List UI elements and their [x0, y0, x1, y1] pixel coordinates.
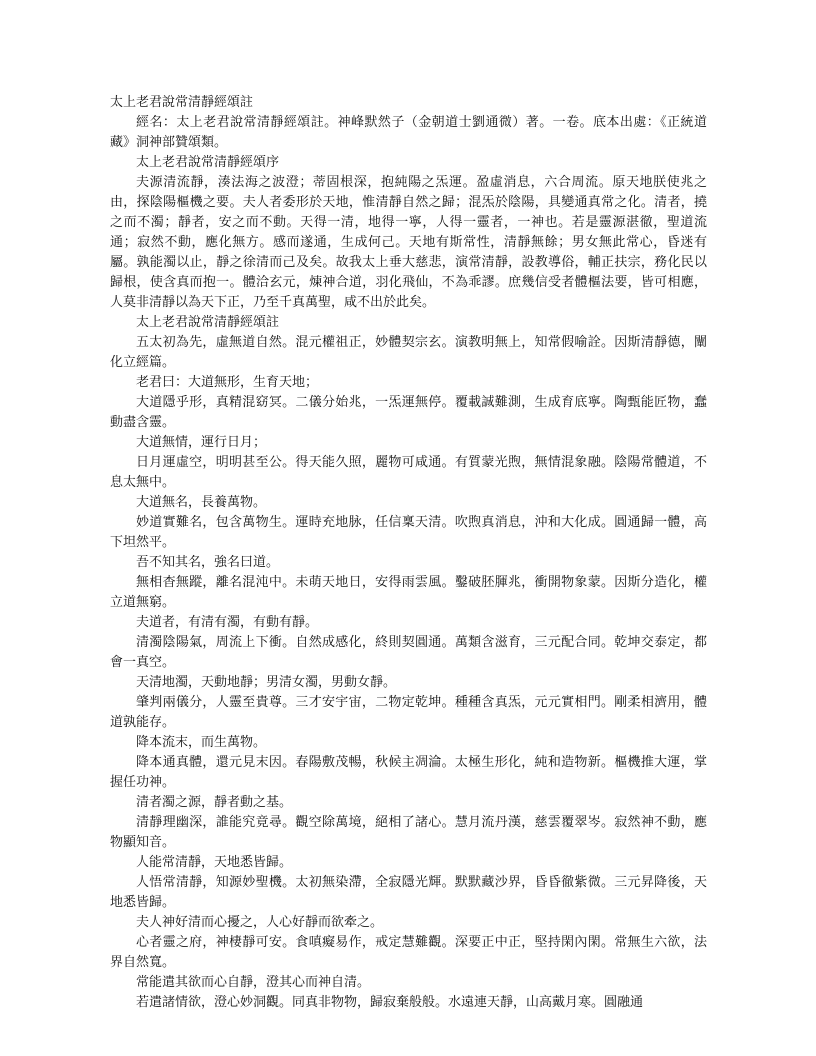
verse-11: 心者靈之府，神棲靜可安。食嗔癡易作，戒定慧難觀。深要正中正，堅持閑內閑。常無生六欲，法界自然寬。	[110, 935, 707, 970]
document-text-body	[110, 93, 707, 1013]
sutra-03: 大道無名，長養萬物。	[136, 495, 267, 510]
verse-12: 若遣諸情欲，澄心妙洞觀。同真非物物，歸寂棄般般。水遠連天靜，山高戴月寒。圓融通	[136, 995, 644, 1010]
verse-07: 肇判兩儀分，人靈至貴尊。三才安宇宙，二物定乾坤。種種含真炁，元元實相門。剛柔相濟用，體道孰能存。	[110, 695, 707, 730]
sutra-11: 常能遣其欲而心自靜，澄其心而神自清。	[136, 975, 371, 990]
sutra-01: 老君曰：大道無形，生育天地；	[136, 375, 319, 390]
verse-02: 大道隱乎形，真精混窈冥。二儀分始兆，一炁運無停。覆載誠難測，生成育底寧。陶甄能匠物，蠢動盡含靈。	[110, 395, 707, 430]
verse-08: 降本通真體，還元見末因。春陽敷茂暢，秋候主凋淪。太極生形化，純和造物新。樞機推大運，掌握任功神。	[110, 755, 707, 790]
sutra-08: 清者濁之源，靜者動之基。	[136, 795, 293, 810]
verse-01: 五太初為先，虛無道自然。混元權祖正，妙體契宗玄。演教明無上，知常假喻詮。因斯清靜德，闡化立經篇。	[110, 335, 707, 370]
sutra-09: 人能常清靜，天地悉皆歸。	[136, 855, 293, 870]
sutra-07: 降本流末，而生萬物。	[136, 735, 267, 750]
sutra-04: 吾不知其名，強名曰道。	[136, 555, 280, 570]
verse-06: 清濁陰陽氣，周流上下衝。自然成感化，終則契圓通。萬類含滋育，三元配合同。乾坤交泰定，都會一真空。	[110, 635, 707, 670]
sutra-10: 夫人神好清而心擾之，人心好靜而欲牽之。	[136, 915, 384, 930]
sutra-05: 夫道者，有清有濁，有動有靜。	[136, 615, 319, 630]
verse-05: 無相杳無蹤，離名混沌中。未萌天地日，安得雨雲風。鑿破胚腪兆，衝開物象蒙。因斯分造化，權立道無窮。	[110, 575, 707, 610]
verse-03: 日月運虛空，明明甚至公。得天能久照，麗物可咸通。有質蒙光煦，無情混象融。陰陽常體道，不息太無中。	[110, 455, 707, 490]
verse-09: 清靜理幽深，誰能究竟尋。觀空除萬境，絕相了諸心。慧月流丹漢，慈雲覆翠岑。寂然神不動，應物顯知音。	[110, 815, 707, 850]
preface-heading: 太上老君說常清靜經頌序	[136, 155, 280, 170]
sutra-02: 大道無情，運行日月；	[136, 435, 267, 450]
main-heading: 太上老君說常清靜經頌註	[136, 315, 280, 330]
verse-04: 妙道實難名，包含萬物生。運時充地脉，任信稟天清。吹煦真消息，沖和大化成。圓通歸一體，高下坦然平。	[110, 515, 707, 550]
preface-body: 夫源清流靜，湊法海之波澄；蒂固根深，抱純陽之炁運。盈虛消息，六合周流。原天地朕使兆之由，探陰陽樞機之要。夫人者委形於天地，惟清靜自然之歸；混炁於陰陽，具變通真常之化。清者，撓之而不濁；靜者，安之而不動。天得一清，地得一寧，人得一靈者，一神也。若是靈源湛徹，聖道流通；寂然不動，應化無方。感而遂通，生成何己。天地有斯常性，清靜無餘；男女無此常心，昏迷有屬。孰能濁以止，靜之徐清而己及矣。故我太上垂大慈悲，演常清靜，設教導俗，輔正扶宗，務化民以歸根，使含真而抱一。體洽玄元，煉神合道，羽化飛仙，不為乖謬。庶幾信受者體樞法要，皆可相應，人莫非清靜以為天下正，乃至千真萬聖，咸不出於此矣。	[110, 175, 707, 310]
title-heading: 太上老君說常清靜經頌註	[110, 95, 254, 110]
verse-10: 人悟常清靜，知源妙聖機。太初無染滯，全寂隱光輝。默默藏沙界，昏昏徹紫微。三元昇降後，天地悉皆歸。	[110, 875, 707, 910]
sutra-06: 天清地濁，天動地靜；男清女濁，男動女靜。	[136, 675, 397, 690]
scripture-metadata: 經名：太上老君說常清靜經頌註。神峰默然子（金朝道士劉通微）著。一卷。底本出處：《正統道藏》洞神部贊頌類。	[110, 115, 707, 150]
